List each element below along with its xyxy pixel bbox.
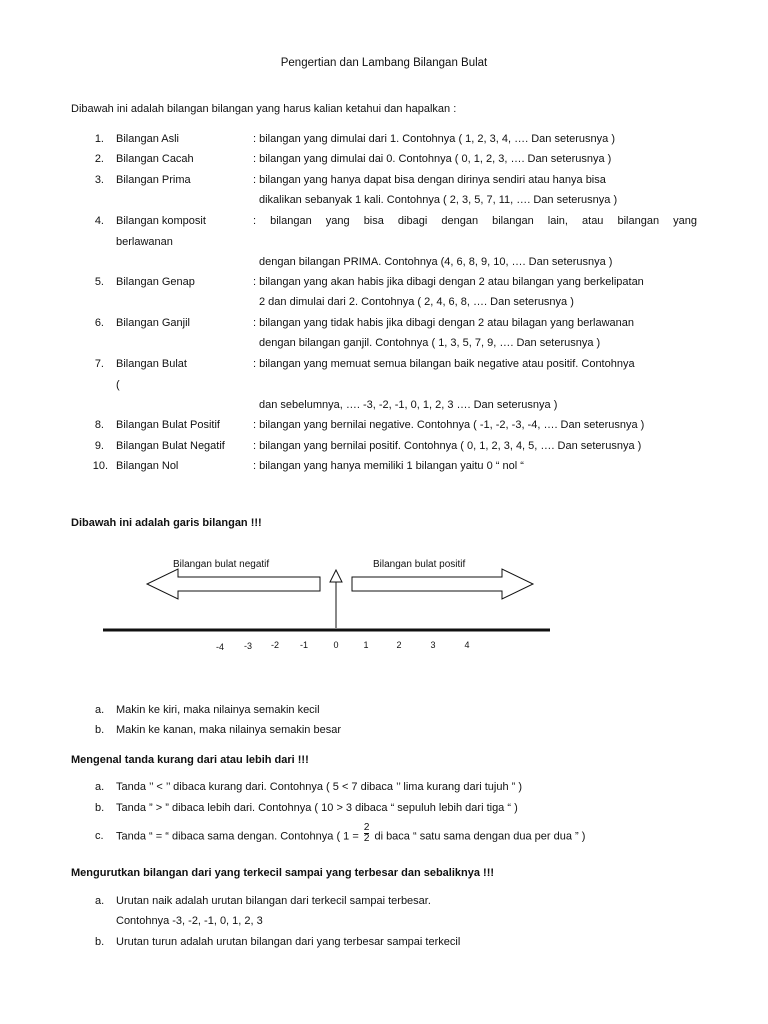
sign-item-text: Tanda ’’ < ’’ dibaca kurang dari. Contohnya ( 5 < 7 dibaca ’’ lima kurang dari tujuh ” ) (116, 781, 523, 793)
definition-term: Bilangan Ganjil (116, 317, 190, 329)
definition-term: Bilangan Bulat (116, 358, 187, 370)
definition-term-cont: berlawanan (116, 236, 173, 248)
tick-label: 0 (333, 640, 339, 650)
sign-item-letter: a. (95, 781, 105, 793)
definition-text: : bilangan yang bisa dibagi dengan bilangan lain, atau bilangan yang (253, 215, 697, 227)
list-item-number: 10. (92, 460, 108, 472)
tick-label: -1 (299, 640, 309, 650)
fraction (364, 823, 370, 844)
sign-item-text: Tanda ” > ” dibaca lebih dari. Contohnya ( 10 > 3 dibaca “ sepuluh lebih dari tiga “ ) (116, 802, 518, 814)
note-text: Makin ke kanan, maka nilainya semakin besar (116, 724, 342, 736)
order-item-letter: b. (95, 936, 105, 948)
definition-text-cont: dikalikan sebanyak 1 kali. Contohnya ( 2, 3, 5, 7, 11, …. Dan seterusnya ) (259, 194, 618, 206)
definition-term: Bilangan Cacah (116, 153, 194, 165)
fraction-numerator: 2 (363, 822, 370, 833)
positive-label: Bilangan bulat positif (373, 559, 466, 570)
list-item-number: 6. (94, 317, 104, 329)
list-item-number: 9. (94, 440, 104, 452)
fraction-denominator: 2 (363, 833, 370, 844)
intro-text: Dibawah ini adalah bilangan bilangan yang harus kalian ketahui dan hapalkan : (71, 103, 457, 115)
definition-text: : bilangan yang akan habis jika dibagi dengan 2 atau bilangan yang berkelipatan (253, 276, 644, 288)
definition-text: : bilangan yang memuat semua bilangan baik negative atau positif. Contohnya (253, 358, 635, 370)
definition-text: : bilangan yang bernilai negative. Contohnya ( -1, -2, -3, -4, …. Dan seterusnya ) (253, 419, 645, 431)
definition-text-cont: dengan bilangan PRIMA. Contohnya (4, 6, 8, 9, 10, …. Dan seterusnya ) (259, 256, 613, 268)
zero-marker-arrowhead (330, 570, 342, 582)
definition-text: : bilangan yang hanya dapat bisa dengan dirinya sendiri atau hanya bisa (253, 174, 606, 186)
tick-label: -3 (243, 641, 253, 651)
definition-term: Bilangan Genap (116, 276, 195, 288)
note-text: Makin ke kiri, maka nilainya semakin kecil (116, 704, 320, 716)
definition-term: Bilangan Prima (116, 174, 191, 186)
definition-text-cont: dengan bilangan ganjil. Contohnya ( 1, 3, 5, 7, 9, …. Dan seterusnya ) (259, 337, 601, 349)
tick-label: 4 (464, 640, 470, 650)
order-item-letter: a. (95, 895, 105, 907)
sign-item-letter: c. (95, 830, 104, 842)
list-item-number: 7. (94, 358, 104, 370)
list-item-number: 8. (94, 419, 104, 431)
definition-text: : bilangan yang dimulai dai 0. Contohnya ( 0, 1, 2, 3, …. Dan seterusnya ) (253, 153, 612, 165)
order-item-example: Contohnya -3, -2, -1, 0, 1, 2, 3 (116, 915, 263, 927)
note-letter: b. (95, 724, 105, 736)
tick-label: -4 (215, 642, 225, 652)
list-item-number: 4. (94, 215, 104, 227)
sign-item-text (116, 822, 586, 844)
positive-direction-arrow (352, 569, 533, 599)
number-line-heading: Dibawah ini adalah garis bilangan !!! (71, 517, 262, 529)
order-item-text: Urutan naik adalah urutan bilangan dari terkecil sampai terbesar. (116, 895, 431, 907)
list-item-number: 5. (94, 276, 104, 288)
definition-term-cont: ( (116, 379, 120, 391)
order-item-text: Urutan turun adalah urutan bilangan dari yang terbesar sampai terkecil (116, 936, 461, 948)
negative-direction-arrow (147, 569, 320, 599)
tick-label: 1 (363, 640, 369, 650)
definition-term: Bilangan Bulat Negatif (116, 440, 225, 452)
signs-heading: Mengenal tanda kurang dari atau lebih dari !!! (71, 754, 309, 766)
list-item-number: 3. (94, 174, 104, 186)
definition-term: Bilangan Nol (116, 460, 179, 472)
page-title: Pengertian dan Lambang Bilangan Bulat (280, 57, 488, 69)
definition-text: : bilangan yang tidak habis jika dibagi dengan 2 atau bilagan yang berlawanan (253, 317, 635, 329)
definition-term: Bilangan Bulat Positif (116, 419, 220, 431)
definition-text: : bilangan yang dimulai dari 1. Contohnya ( 1, 2, 3, 4, …. Dan seterusnya ) (253, 133, 615, 145)
definition-text-cont: 2 dan dimulai dari 2. Contohnya ( 2, 4, 6, 8, …. Dan seterusnya ) (259, 296, 574, 308)
list-item-number: 2. (94, 153, 104, 165)
definition-text: : bilangan yang hanya memiliki 1 bilangan yaitu 0 “ nol “ (253, 460, 524, 472)
sign-item-text-after: di baca “ satu sama dengan dua per dua ” ) (371, 830, 586, 843)
definition-term: Bilangan Asli (116, 133, 179, 145)
definition-term: Bilangan komposit (116, 215, 206, 227)
sign-item-letter: b. (95, 802, 105, 814)
list-item-number: 1. (94, 133, 104, 145)
definition-text-cont: dan sebelumnya, …. -3, -2, -1, 0, 1, 2, 3 …. Dan seterusnya ) (259, 399, 558, 411)
negative-label: Bilangan bulat negatif (173, 559, 270, 570)
tick-label: 3 (430, 640, 436, 650)
number-line-diagram (0, 550, 768, 660)
note-letter: a. (95, 704, 105, 716)
ordering-heading: Mengurutkan bilangan dari yang terkecil sampai yang terbesar dan sebaliknya !!! (71, 867, 495, 879)
definition-text: : bilangan yang bernilai positif. Contohnya ( 0, 1, 2, 3, 4, 5, …. Dan seterusnya ) (253, 440, 642, 452)
tick-label: 2 (396, 640, 402, 650)
tick-label: -2 (270, 640, 280, 650)
sign-item-text-before: Tanda “ = “ dibaca sama dengan. Contohnya ( 1 = (116, 830, 362, 843)
